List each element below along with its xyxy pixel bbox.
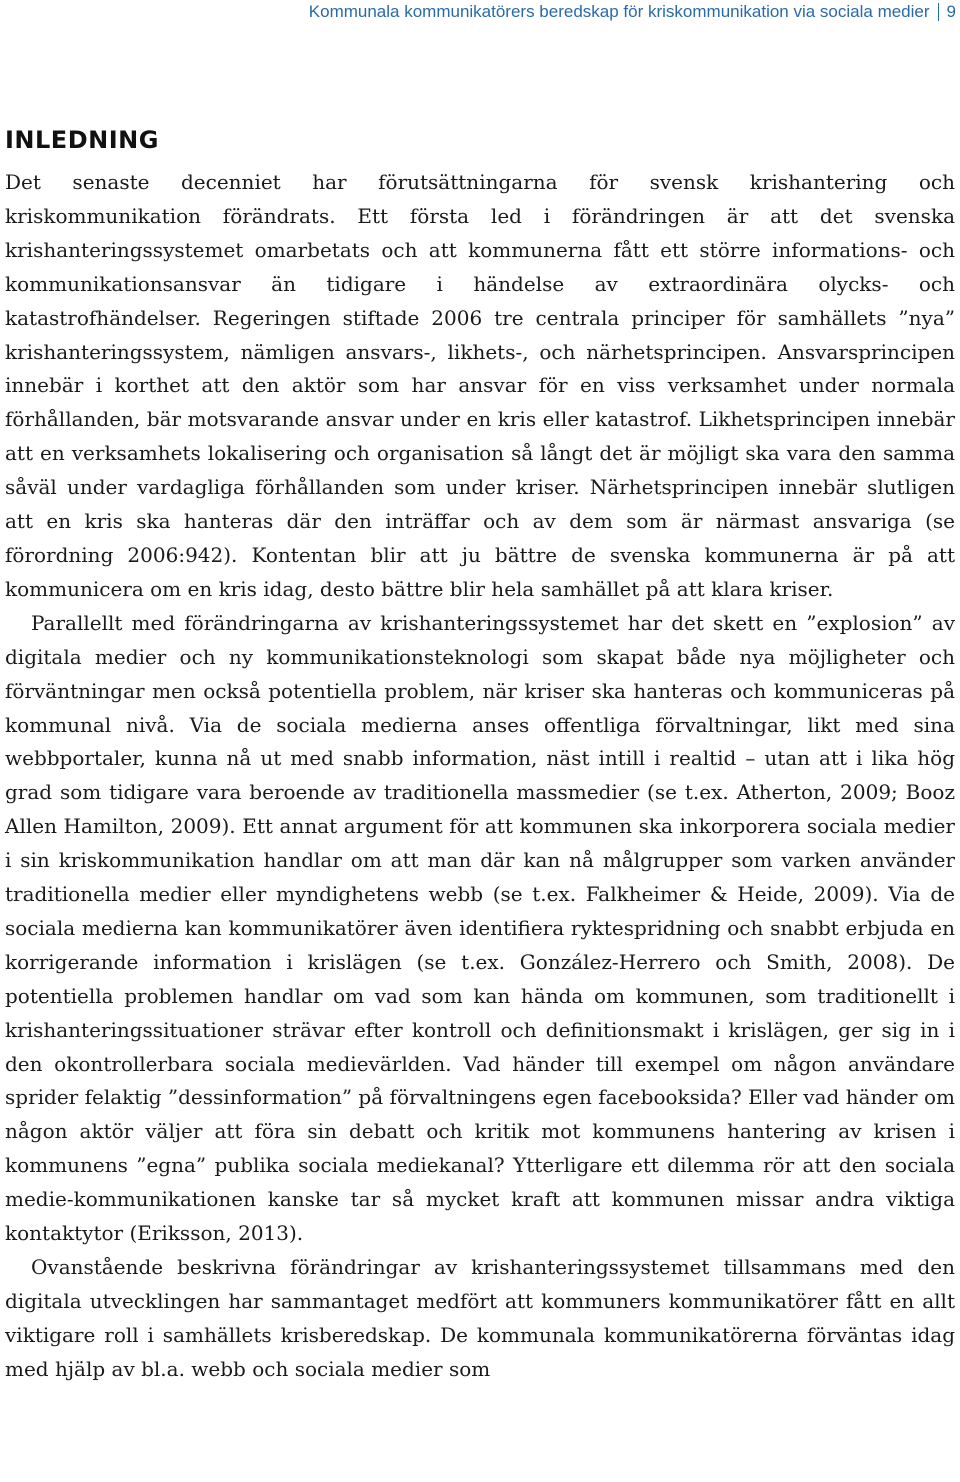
running-header bbox=[309, 0, 956, 24]
body-text bbox=[5, 166, 955, 1387]
paragraph-3: Ovanstående beskrivna förändringar av krishanteringssystemet tillsammans med den digitala utvecklingen har sammantaget medfört att kommuners kommunikatörer fått en allt viktigare roll i samhällets krisberedskap. De kommunala kommunikatörerna förväntas idag med hjälp av bl.a. webb och sociala medier som bbox=[5, 1255, 955, 1381]
page-number: 9 bbox=[946, 2, 956, 21]
paragraph-2: Parallellt med förändringarna av krishanteringssystemet har det skett en ”explosion” av digitala medier och ny kommunikationsteknologi som skapat både nya möjligheter och förväntningar men också potentiella problem, när kriser ska hanteras och kommuniceras på kommunal nivå. Via de sociala medierna anses offentliga förvaltningar, likt med sina webbportaler, kunna nå ut med snabb information, näst intill i realtid – utan att i lika hög grad som tidigare vara beroende av traditionella massmedier (se t.ex. Atherton, 2009; Booz Allen Hamilton, 2009). Ett annat argument för att kommunen ska inkorporera sociala medier i sin kriskommunikation handlar om att man där kan nå målgrupper som varken använder traditionella medier eller myndighetens webb (se t.ex. Falkheimer & Heide, 2009). Via de sociala medierna kan kommunikatörer även identifiera ryktespridning och snabbt erbjuda en korrigerande information i krislägen (se t.ex. González-Herrero och Smith, 2008). De potentiella problemen handlar om vad som kan hända om kommunen, som traditionellt i krishanteringssituationer strävar efter kontroll och definitionsmakt i krislägen, ger sig in i den okontrollerbara sociala medievärlden. Vad händer till exempel om någon användare sprider felaktig ”dessinformation” på förvaltningens egen facebooksida? Eller vad händer om någon aktör väljer att föra sin debatt och kritik mot kommunens hantering av krisen i kommunens ”egna” publika sociala mediekanal? Ytterligare ett dilemma rör att den sociala medie-kommunikationen kanske tar så mycket kraft att kommunen missar andra viktiga kontaktytor (Eriksson, 2013). bbox=[5, 610, 955, 1246]
section-heading: INLEDNING bbox=[5, 126, 159, 154]
paragraph-1: Det senaste decenniet har förutsättningarna för svensk krishantering och kriskommunikation förändrats. Ett första led i förändringen är att det svenska krishanteringssystemet omarbetats och att kommunerna fått ett större informations- och kommunikationsansvar än tidigare i händelse av extraordinära olycks- och katastrofhändelser. Regeringen stiftade 2006 tre centrala principer för samhällets ”nya” krishanteringssystem, nämligen ansvars-, likhets-, och närhetsprincipen. Ansvarsprincipen innebär i korthet att den aktör som har ansvar för en viss verksamhet under normala förhållanden, bär motsvarande ansvar under en kris eller katastrof. Likhetsprincipen innebär att en verksamhets lokalisering och organisation så långt det är möjligt ska vara den samma såväl under vardagliga förhållanden som under kriser. Närhetsprincipen innebär slutligen att en kris ska hanteras där den inträffar och av dem som är närmast ansvariga (se förordning 2006:942). Kontentan blir att ju bättre de svenska kommunerna är på att kommunicera om en kris idag, desto bättre blir hela samhället på att klara kriser. bbox=[5, 170, 955, 601]
running-title: Kommunala kommunikatörers beredskap för kriskommunikation via sociala medier bbox=[308, 2, 930, 21]
header-divider bbox=[938, 3, 939, 21]
